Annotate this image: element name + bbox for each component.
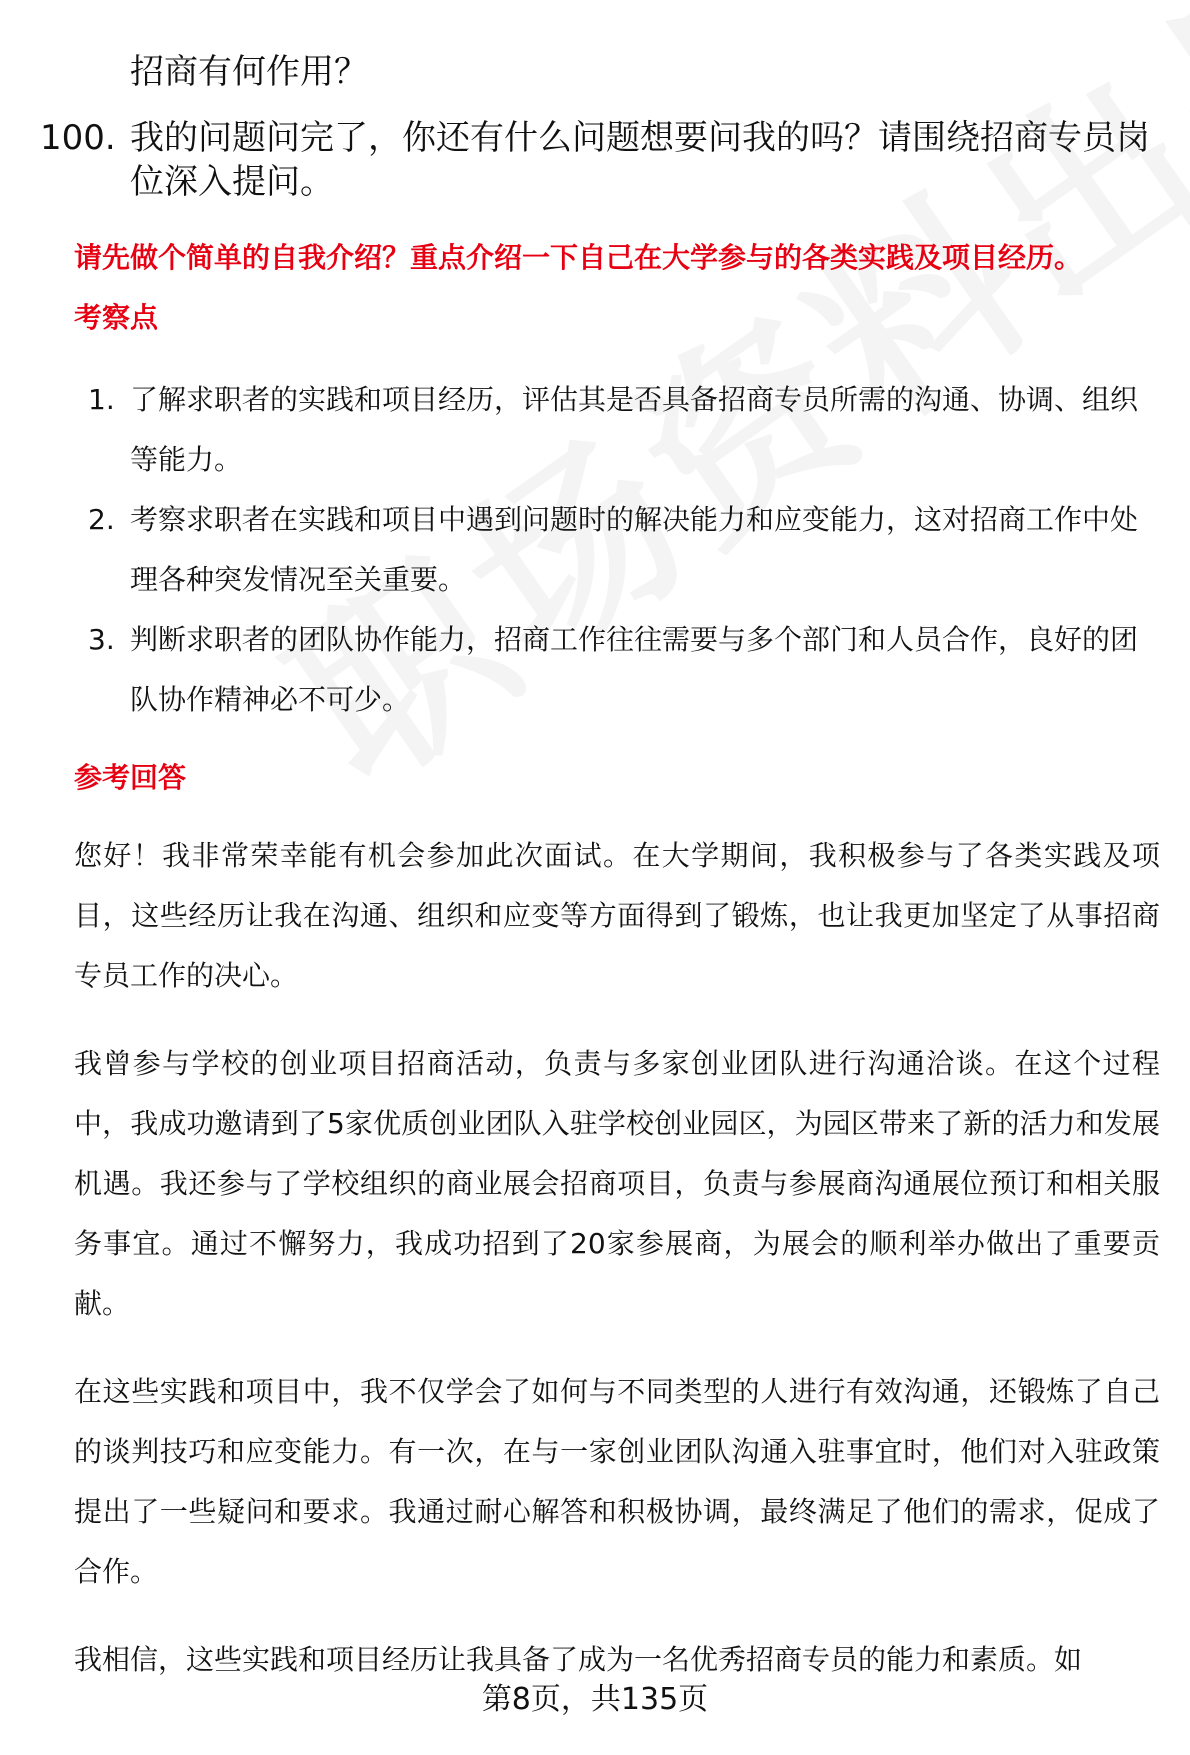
answer-body [74,826,1160,1718]
question-text: 我的问题问完了，你还有什么问题想要问我的吗？请围绕招商专员岗位深入提问。 [130,118,1150,202]
question-number: 100. [40,118,116,158]
answer-paragraph: 您好！我非常荣幸能有机会参加此次面试。在大学期间，我积极参与了各类实践及项目，这些经历让我在沟通、组织和应变等方面得到了锻炼，也让我更加坚定了从事招商专员工作的决心。 [74,839,1160,992]
key-point-text: 了解求职者的实践和项目经历，评估其是否具备招商专员所需的沟通、协调、组织等能力。 [130,383,1139,476]
key-point-number: 2. [88,503,115,536]
question-100 [40,116,1160,204]
previous-question-continuation: 招商有何作用？ [130,52,368,92]
key-point-text: 考察求职者在实践和项目中遇到问题时的解决能力和应变能力，这对招商工作中处理各种突发情况至关重要。 [130,503,1139,596]
key-point-item [74,490,1164,610]
key-points-label: 考察点 [74,301,159,334]
key-points-list [74,370,1164,730]
page-footer: 第8页，共135页 [481,1682,709,1717]
answer-paragraph: 在这些实践和项目中，我不仅学会了如何与不同类型的人进行有效沟通，还锻炼了自己的谈判技巧和应变能力。有一次，在与一家创业团队沟通入驻事宜时，他们对入驻政策提出了一些疑问和要求。我通过耐心解答和积极协调，最终满足了他们的需求，促成了合作。 [74,1375,1160,1588]
key-point-item [74,610,1164,730]
answer-label: 参考回答 [74,761,187,794]
key-point-number: 3. [88,623,115,656]
key-point-text: 判断求职者的团队协作能力，招商工作往往需要与多个部门和人员合作，良好的团队协作精神必不可少。 [130,623,1139,716]
key-point-number: 1. [88,383,115,416]
key-point-item [74,370,1164,490]
answer-paragraph: 我曾参与学校的创业项目招商活动，负责与多家创业团队进行沟通洽谈。在这个过程中，我成功邀请到了5家优质创业团队入驻学校创业园区，为园区带来了新的活力和发展机遇。我还参与了学校组织的商业展会招商项目，负责与参展商沟通展位预订和相关服务事宜。通过不懈努力，我成功招到了20家参展商，为展会的顺利举办做出了重要贡献。 [74,1047,1160,1320]
answer-paragraph: 我相信，这些实践和项目经历让我具备了成为一名优秀招商专员的能力和素质。如 [74,1643,1083,1676]
highlighted-question: 请先做个简单的自我介绍？重点介绍一下自己在大学参与的各类实践及项目经历。 [74,241,1083,274]
